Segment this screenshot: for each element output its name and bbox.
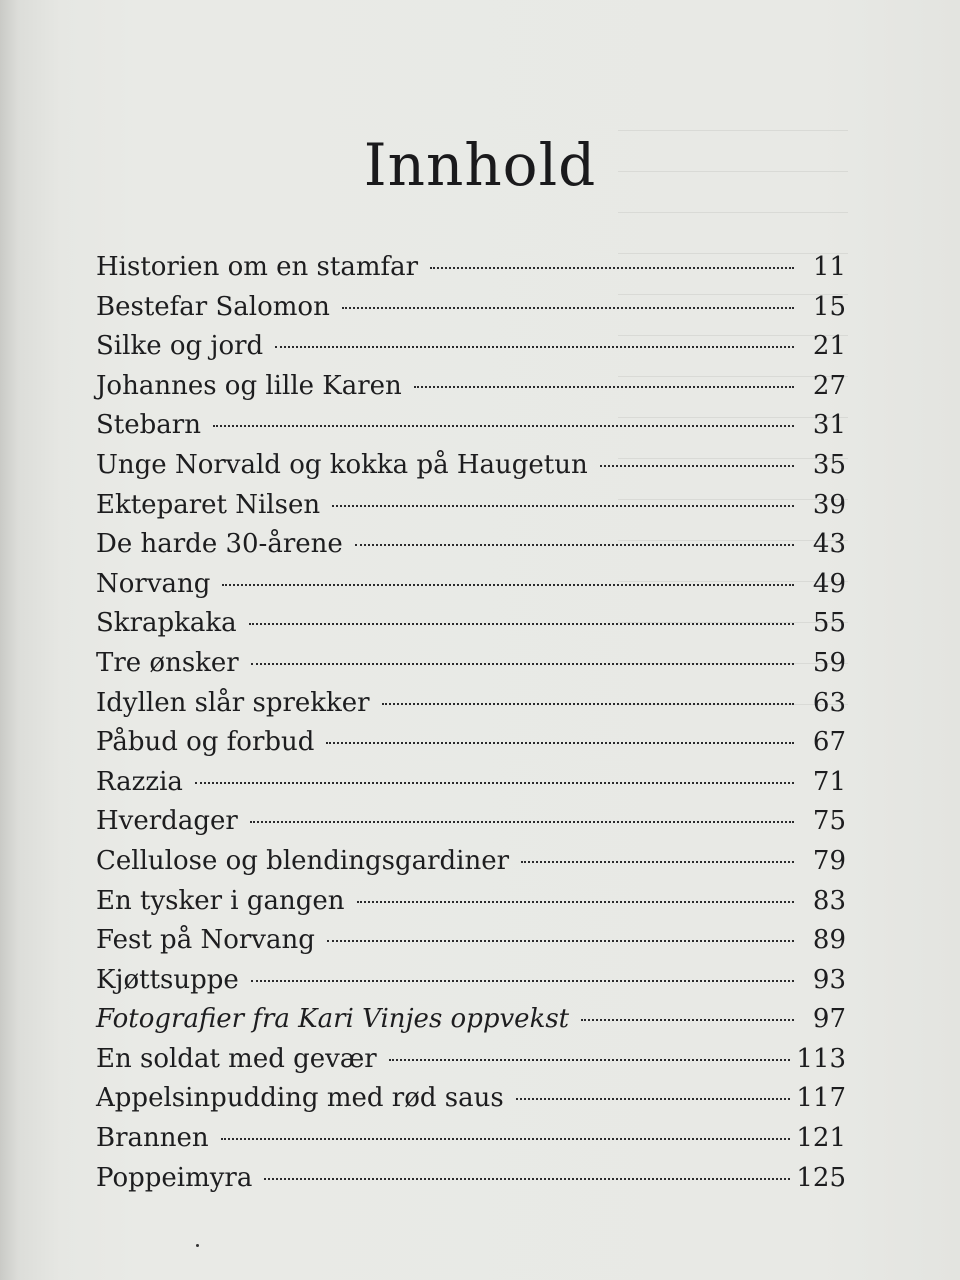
dot-leader xyxy=(581,1019,794,1021)
toc-entry-page-number: 63 xyxy=(812,687,846,718)
toc-entry xyxy=(96,882,846,922)
toc-entry-title: Hverdager xyxy=(96,806,238,837)
toc-entry xyxy=(96,1000,846,1040)
dot-leader xyxy=(221,1138,791,1140)
toc-entry-page-number: 55 xyxy=(812,608,846,639)
dot-leader xyxy=(357,901,794,903)
toc-entry-page-number: 15 xyxy=(812,291,846,322)
toc-entry-page-number: 75 xyxy=(812,806,846,837)
toc-entry-page-number: 89 xyxy=(812,925,846,956)
toc-entry-title: De harde 30-årene xyxy=(96,529,343,560)
toc-entry xyxy=(96,367,846,407)
toc-entry-title: Historien om en stamfar xyxy=(96,252,419,282)
dot-leader xyxy=(430,267,794,269)
toc-entry xyxy=(96,604,846,644)
toc-entry xyxy=(96,525,846,565)
toc-entry-title: Unge Norvald og kokka på Haugetun xyxy=(96,449,588,480)
dot-leader xyxy=(355,544,794,546)
toc-entry-title: En soldat med gevær xyxy=(96,1043,377,1074)
toc-entry-title: Silke og jord xyxy=(96,331,264,362)
toc-entry-title: Cellulose og blendingsgardiner xyxy=(96,845,510,876)
toc-entry xyxy=(96,723,846,763)
toc-entry-page-number: 67 xyxy=(812,727,846,758)
dot-leader xyxy=(327,940,794,942)
dot-leader xyxy=(213,425,794,427)
dot-leader xyxy=(516,1098,791,1100)
toc-entry xyxy=(96,802,846,842)
toc-entry-title: Idyllen slår sprekker xyxy=(96,687,370,718)
toc-entry-page-number: 125 xyxy=(796,1162,846,1193)
toc-entry-page-number: 21 xyxy=(812,331,846,362)
toc-entry-title: Norvang xyxy=(96,568,211,599)
toc-entry xyxy=(96,961,846,1001)
dot-leader xyxy=(250,821,794,823)
toc-entry xyxy=(96,486,846,526)
toc-entry xyxy=(96,842,846,882)
toc-entry-page-number: 59 xyxy=(812,647,846,678)
toc-entry-page-number: 83 xyxy=(812,885,846,916)
toc-entry-page-number: 117 xyxy=(796,1083,846,1114)
toc-entry xyxy=(96,565,846,605)
toc-entry-page-number: 27 xyxy=(812,370,846,401)
dot-leader xyxy=(414,386,794,388)
toc-entry-title: Johannes og lille Karen xyxy=(96,370,402,401)
toc-entry-page-number: 93 xyxy=(812,964,846,995)
toc-entry-title: Stebarn xyxy=(96,410,201,441)
dot-leader xyxy=(275,346,794,348)
toc-entry-title: Fest på Norvang xyxy=(96,925,315,956)
table-of-contents xyxy=(96,248,846,1198)
toc-entry-title: En tysker i gangen xyxy=(96,885,345,916)
toc-entry-title: Poppeimyra xyxy=(96,1162,253,1193)
dot-leader xyxy=(600,465,794,467)
toc-entry-page-number: 71 xyxy=(812,766,846,797)
dot-leader xyxy=(251,980,794,982)
toc-entry-title: Appelsinpudding med rød saus xyxy=(96,1083,504,1114)
toc-entry xyxy=(96,248,846,288)
toc-entry-page-number: 11 xyxy=(812,252,846,282)
toc-entry-page-number: 31 xyxy=(812,410,846,441)
toc-entry-title: Razzia xyxy=(96,766,183,797)
toc-entry-title: Tre ønsker xyxy=(96,647,239,678)
toc-entry xyxy=(96,1079,846,1119)
toc-entry-title: Bestefar Salomon xyxy=(96,291,330,322)
toc-entry xyxy=(96,327,846,367)
toc-entry-page-number: 97 xyxy=(812,1004,846,1035)
dot-leader xyxy=(195,782,794,784)
dot-leader xyxy=(521,861,794,863)
toc-entry xyxy=(96,1040,846,1080)
toc-entry-page-number: 43 xyxy=(812,529,846,560)
toc-entry xyxy=(96,1159,846,1199)
dot-leader xyxy=(332,505,794,507)
toc-entry-title: Fotografier fra Kari Vinjes oppvekst xyxy=(96,1004,570,1035)
toc-entry-title: Skrapkaka xyxy=(96,608,237,639)
toc-entry xyxy=(96,1119,846,1159)
toc-entry xyxy=(96,763,846,803)
dot-leader xyxy=(389,1059,791,1061)
toc-entry-page-number: 35 xyxy=(812,449,846,480)
toc-entry xyxy=(96,921,846,961)
dot-leader xyxy=(251,663,794,665)
toc-entry-page-number: 79 xyxy=(812,845,846,876)
toc-entry-page-number: 49 xyxy=(812,568,846,599)
dot-leader xyxy=(382,703,794,705)
dot-leader xyxy=(342,307,794,309)
dot-leader xyxy=(264,1178,790,1180)
toc-entry-title: Påbud og forbud xyxy=(96,727,315,758)
toc-entry-page-number: 39 xyxy=(812,489,846,520)
toc-entry-page-number: 121 xyxy=(796,1123,846,1154)
page-title: Innhold xyxy=(363,130,597,199)
toc-entry-page-number: 113 xyxy=(796,1043,846,1074)
toc-entry-title: Kjøttsuppe xyxy=(96,964,239,995)
paper-speck xyxy=(196,1244,199,1247)
toc-entry xyxy=(96,644,846,684)
toc-entry xyxy=(96,684,846,724)
toc-entry xyxy=(96,288,846,328)
dot-leader xyxy=(222,584,794,586)
toc-entry xyxy=(96,406,846,446)
toc-entry xyxy=(96,446,846,486)
dot-leader xyxy=(326,742,794,744)
toc-entry-title: Ekteparet Nilsen xyxy=(96,489,321,520)
dot-leader xyxy=(249,623,794,625)
toc-entry-title: Brannen xyxy=(96,1123,209,1154)
